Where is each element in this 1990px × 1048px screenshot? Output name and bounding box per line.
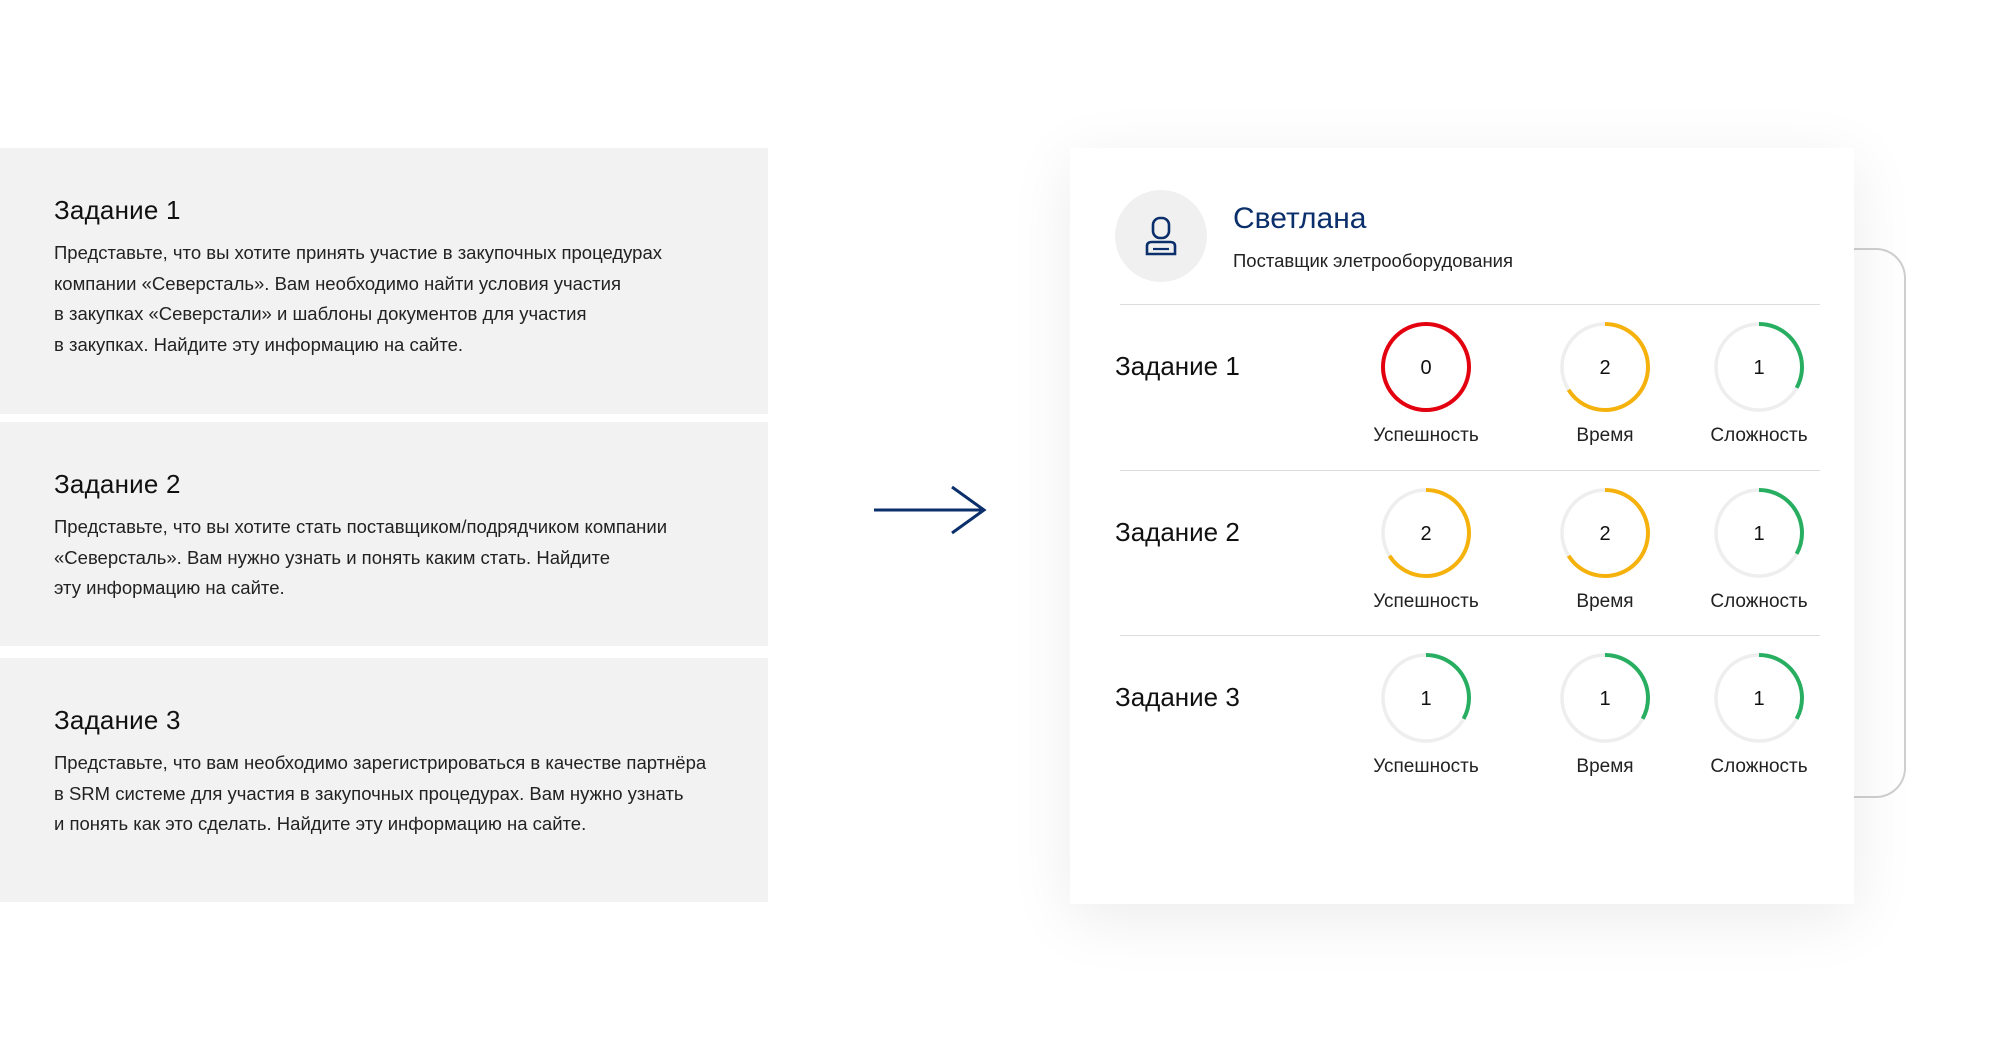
avatar bbox=[1115, 190, 1207, 282]
metric-success bbox=[1356, 319, 1496, 447]
task-title: Задание 3 bbox=[54, 705, 181, 735]
ring-gauge bbox=[1557, 485, 1653, 581]
task-title: Задание 1 bbox=[54, 195, 181, 225]
ring-value: 2 bbox=[1420, 523, 1432, 545]
task-description: Представьте, что вы хотите принять участие в закупочных процедурах компании «Северсталь». Вам необходимо найти условия участия в закупках «Северстали» и шаблоны документов для участия в закупках. Найдите эту информацию на сайте. bbox=[54, 242, 662, 355]
arrow-right-icon bbox=[872, 484, 992, 536]
result-row-title: Задание 2 bbox=[1115, 517, 1240, 547]
result-row-title: Задание 1 bbox=[1115, 351, 1240, 381]
task-card-1 bbox=[0, 148, 768, 414]
user-role: Поставщик элетрооборудования bbox=[1233, 250, 1514, 271]
metric-label: Сложность bbox=[1710, 756, 1808, 777]
metric-success bbox=[1356, 650, 1496, 778]
metric-difficulty bbox=[1689, 485, 1829, 613]
user-name: Светлана bbox=[1233, 202, 1367, 235]
metric-label: Время bbox=[1576, 756, 1634, 777]
metric-success bbox=[1356, 485, 1496, 613]
ring-gauge bbox=[1378, 650, 1474, 746]
ring-value: 1 bbox=[1599, 688, 1611, 710]
ring-gauge bbox=[1378, 485, 1474, 581]
ring-gauge bbox=[1711, 485, 1807, 581]
task-description: Представьте, что вы хотите стать поставщиком/подрядчиком компании «Северсталь». Вам нужно узнать и понять каким стать. Найдите эту информацию на сайте. bbox=[54, 516, 668, 598]
task-description: Представьте, что вам необходимо зарегистрироваться в качестве партнёра в SRM системе для участия в закупочных процедурах. Вам нужно узнать и понять как это сделать. Найдите эту информацию на сайте. bbox=[54, 752, 707, 834]
metric-label: Время bbox=[1576, 425, 1634, 446]
ring-value: 1 bbox=[1753, 523, 1765, 545]
metric-time bbox=[1535, 650, 1675, 778]
metric-label: Время bbox=[1576, 591, 1634, 612]
ring-value: 2 bbox=[1599, 357, 1611, 379]
metric-difficulty bbox=[1689, 319, 1829, 447]
ring-value: 2 bbox=[1599, 523, 1611, 545]
metric-time bbox=[1535, 485, 1675, 613]
metric-time bbox=[1535, 319, 1675, 447]
user-icon bbox=[1141, 215, 1181, 257]
ring-value: 1 bbox=[1753, 357, 1765, 379]
metric-label: Успешность bbox=[1373, 591, 1479, 612]
ring-value: 1 bbox=[1753, 688, 1765, 710]
ring-gauge bbox=[1711, 650, 1807, 746]
ring-value: 0 bbox=[1420, 357, 1432, 379]
metric-label: Сложность bbox=[1710, 425, 1808, 446]
metric-label: Успешность bbox=[1373, 756, 1479, 777]
ring-gauge bbox=[1711, 319, 1807, 415]
result-row-title: Задание 3 bbox=[1115, 682, 1240, 712]
metric-label: Успешность bbox=[1373, 425, 1479, 446]
row-divider bbox=[1120, 635, 1820, 636]
task-title: Задание 2 bbox=[54, 469, 181, 499]
ring-gauge bbox=[1557, 650, 1653, 746]
metric-difficulty bbox=[1689, 650, 1829, 778]
task-card-3 bbox=[0, 658, 768, 902]
ring-value: 1 bbox=[1420, 688, 1432, 710]
ring-gauge bbox=[1378, 319, 1474, 415]
results-panel bbox=[1070, 148, 1854, 904]
metric-label: Сложность bbox=[1710, 591, 1808, 612]
ring-gauge bbox=[1557, 319, 1653, 415]
task-card-2 bbox=[0, 422, 768, 646]
row-divider bbox=[1120, 470, 1820, 471]
row-divider bbox=[1120, 304, 1820, 305]
